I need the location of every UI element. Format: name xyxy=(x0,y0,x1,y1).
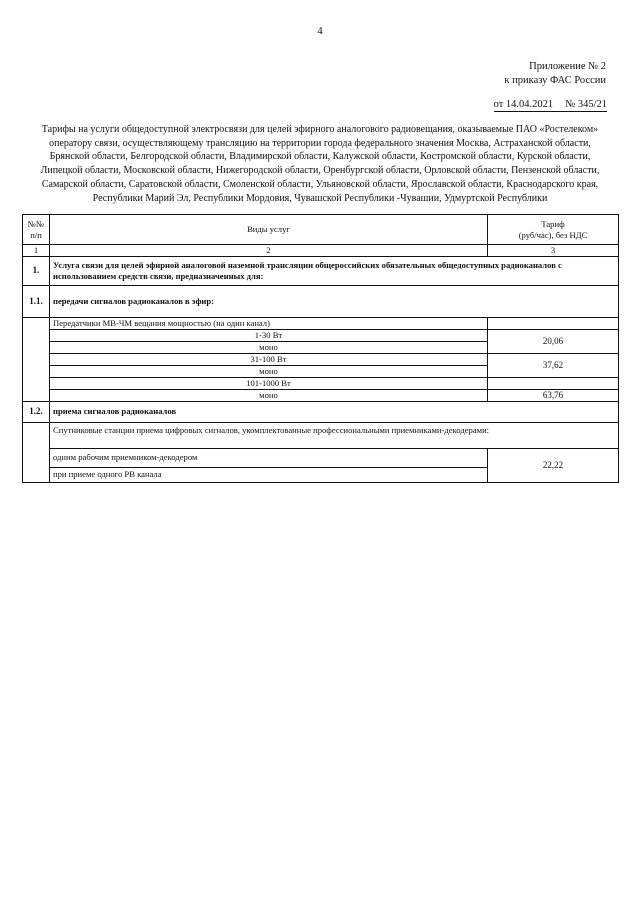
section-1-2-row xyxy=(23,401,619,422)
page-number: 4 xyxy=(317,26,323,37)
satellite-label: Спутниковые станции приема цифровых сигналов, укомплектованные профессиональными приемниками-декодерами: xyxy=(50,422,619,448)
section-1-1-title: передачи сигналов радиоканалов в эфир: xyxy=(50,285,619,317)
title-line: Республики Марий Эл, Республики Мордовия, Чувашской Республики -Чувашии, Удмуртской Республики xyxy=(92,192,548,204)
transmitters-row xyxy=(23,317,619,329)
power-range: 1-30 Вт xyxy=(50,329,488,341)
broadcast-mode: моно xyxy=(50,365,488,377)
column-index-row xyxy=(23,245,619,257)
section-1-row xyxy=(23,256,619,285)
receiver-channel: при приеме одного РВ канала xyxy=(50,467,488,482)
table-row xyxy=(23,353,619,365)
order-date: от 14.04.2021 xyxy=(493,99,554,110)
header-services: Виды услуг xyxy=(50,215,488,245)
title-line: Тарифы на услуги общедоступной электросвязи для целей эфирного аналогового радиовещания, оказываемые ПАО «Ростелеком» xyxy=(41,124,599,135)
title-line: оператору связи, осуществляющему трансляцию на территории города федерального значения Москва, Астраханской области, xyxy=(49,137,591,149)
header-tariff: Тариф (руб/час), без НДС xyxy=(488,215,619,245)
broadcast-mode: моно xyxy=(50,389,488,401)
tariff-price: 22,22 xyxy=(488,448,619,482)
appendix-block xyxy=(504,60,606,88)
section-number: 1.1. xyxy=(23,285,50,317)
document-title xyxy=(22,123,618,205)
section-1-title: Услуга связи для целей эфирной аналоговой наземной трансляции общероссийских обязательных общедоступных радиоканалов с использованием средств связи, предназначенных для: xyxy=(50,256,619,285)
empty-price-cell xyxy=(488,317,619,329)
section-number: 1.2. xyxy=(23,401,50,422)
order-number: № 345/21 xyxy=(565,99,607,110)
transmitters-label: Передатчики МВ-ЧМ вещания мощностью (на один канал) xyxy=(50,317,488,329)
power-range: 31-100 Вт xyxy=(50,353,488,365)
title-line: Самарской области, Саратовской области, Смоленской области, Ульяновской области, Ярославской области, Краснодарского края, xyxy=(41,178,599,190)
tariff-price: 37,62 xyxy=(488,353,619,377)
appendix-order-ref: к приказу ФАС России xyxy=(504,75,606,86)
section-1-1-row xyxy=(23,285,619,317)
satellite-row xyxy=(23,422,619,448)
broadcast-mode: моно xyxy=(50,341,488,353)
table-row xyxy=(23,329,619,341)
tariff-price: 63,76 xyxy=(488,389,619,401)
column-index: 2 xyxy=(50,245,488,257)
table-header-row xyxy=(23,215,619,245)
order-reference xyxy=(494,99,607,112)
column-index: 1 xyxy=(23,245,50,257)
header-number: №№ п/п xyxy=(23,215,50,245)
table-row xyxy=(23,377,619,389)
title-line: Брянской области, Белгородской области, Владимирской области, Калужской области, Костромской области, Курской области, xyxy=(49,151,591,163)
column-index: 3 xyxy=(488,245,619,257)
appendix-title: Приложение № 2 xyxy=(529,61,606,72)
empty-number-cell xyxy=(23,317,50,401)
section-1-2-title: приема сигналов радиоканалов xyxy=(50,401,619,422)
receiver-description: одним рабочим приемником-декодером xyxy=(50,448,488,467)
table-row xyxy=(23,389,619,401)
table-row xyxy=(23,448,619,467)
empty-number-cell xyxy=(23,422,50,482)
tariff-table xyxy=(22,214,619,483)
empty-price-cell xyxy=(488,377,619,389)
title-line: Липецкой области, Московской области, Нижегородской области, Оренбургской области, Орловской области, Пензенской области, xyxy=(40,165,600,177)
section-number: 1. xyxy=(23,256,50,285)
tariff-price: 20,06 xyxy=(488,329,619,353)
power-range: 101-1000 Вт xyxy=(50,377,488,389)
